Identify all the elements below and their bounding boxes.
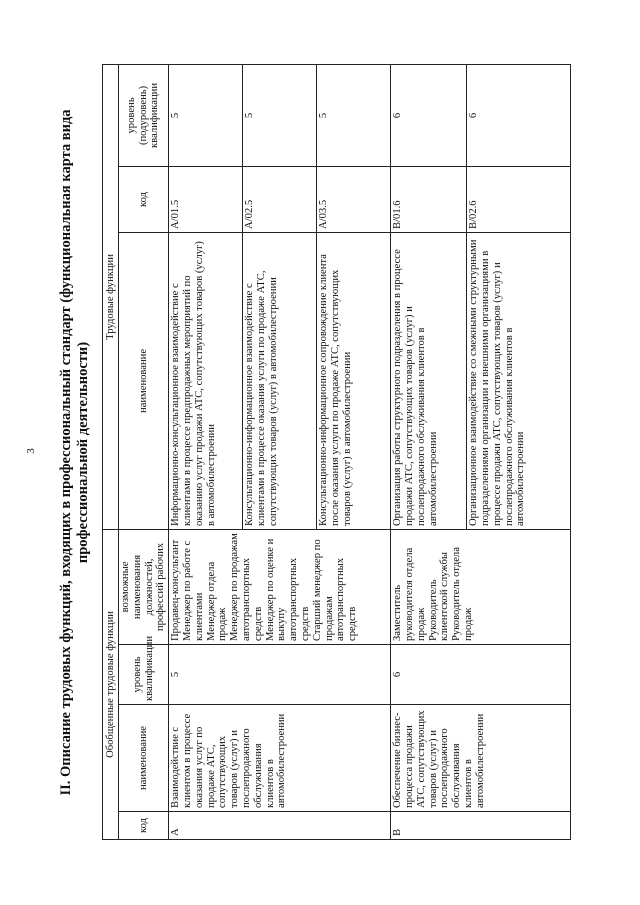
tf-b01-code: B/01.6	[391, 166, 467, 232]
table-row	[169, 64, 243, 839]
header-name: наименование	[119, 705, 169, 812]
tf-a02-name: Консультационно-информационное взаимодействие с клиентами в процессе оказания услуги по продаже АТС, сопутствующих товаров (услуг) в автомобилестроении	[243, 232, 317, 529]
title-line-1: II. Описание трудовых функций, входящих в профессиональный стандарт (функциональная карта вида	[58, 109, 74, 796]
gtf-a-level: 5	[169, 645, 391, 705]
gtf-a-code: A	[169, 812, 391, 840]
table-row	[391, 64, 467, 839]
header-labor-level: уровень (подуровень) квалификации	[119, 64, 169, 166]
tf-a02-code: A/02.5	[243, 166, 317, 232]
section-title	[58, 65, 98, 840]
header-labor-code: код	[119, 166, 169, 232]
gtf-a-positions: Продавец-консультант Менеджер по работе с клиентами Менеджер отдела продаж Менеджер по продажам автотранспортных средств Менеджер по оценке и выкупу автотранспортных средств Старший менеджер по продажам автотранспортных средств	[169, 529, 391, 644]
title-line-2: профессиональной деятельности)	[75, 341, 91, 564]
functional-map-table	[102, 64, 571, 840]
tf-a03-level: 5	[317, 64, 391, 166]
gtf-b-level: 6	[391, 645, 571, 705]
header-positions: возможные наименования должностей, профессий рабочих	[119, 529, 169, 644]
tf-a01-code: A/01.5	[169, 166, 243, 232]
tf-a03-name: Консультационно-информационное сопровождение клиента после оказания услуги по продаже АТС, сопутствующих товаров (услуг) в автомобилестроении	[317, 232, 391, 529]
gtf-b-code: B	[391, 812, 571, 840]
tf-b02-level: 6	[467, 64, 571, 166]
page-number: 3	[24, 448, 37, 454]
tf-b02-code: B/02.6	[467, 166, 571, 232]
rotated-sheet	[58, 65, 588, 840]
tf-b01-level: 6	[391, 64, 467, 166]
gtf-a-name: Взаимодействие с клиентом в процессе оказания услуг по продаже АТС, сопутствующих товаров (услуг) и послепродажного обслуживания клиентов в автомобилестроении	[169, 705, 391, 812]
header-labor-name: наименование	[119, 232, 169, 529]
header-qual-level: уровень квалификации	[119, 645, 169, 705]
gtf-b-name: Обеспечение бизнес-процесса продажи АТС, сопутствующих товаров (услуг) и послепродажного обслуживания клиентов в автомобилестроении	[391, 705, 571, 812]
gtf-b-positions: Заместитель руководителя отдела продаж Руководитель клиентской службы Руководитель отдела продаж	[391, 529, 571, 644]
header-code: код	[119, 812, 169, 840]
tf-a02-level: 5	[243, 64, 317, 166]
tf-a03-code: A/03.5	[317, 166, 391, 232]
tf-a01-name: Информационно-консультационное взаимодействие с клиентами в процессе предпродажных мероприятий по оказанию услуг продажи АТС, сопутствующих товаров (услуг) в автомобилестроении	[169, 232, 243, 529]
header-labor: Трудовые функции	[103, 64, 119, 529]
tf-b01-name: Организация работы структурного подразделения в процессе продажи АТС, сопутствующих товаров (услуг) и послепродажного обслуживания клиентов в автомобилестроении	[391, 232, 467, 529]
tf-a01-level: 5	[169, 64, 243, 166]
tf-b02-name: Организационное взаимодействие со смежными структурными подразделениями организации и внешними организациями в процессе продажи АТС, сопутствующих товаров (услуг) и послепродажного обслуживания клиентов в автомобилестроении	[467, 232, 571, 529]
header-generalized: Обобщенные трудовые функции	[103, 529, 119, 839]
